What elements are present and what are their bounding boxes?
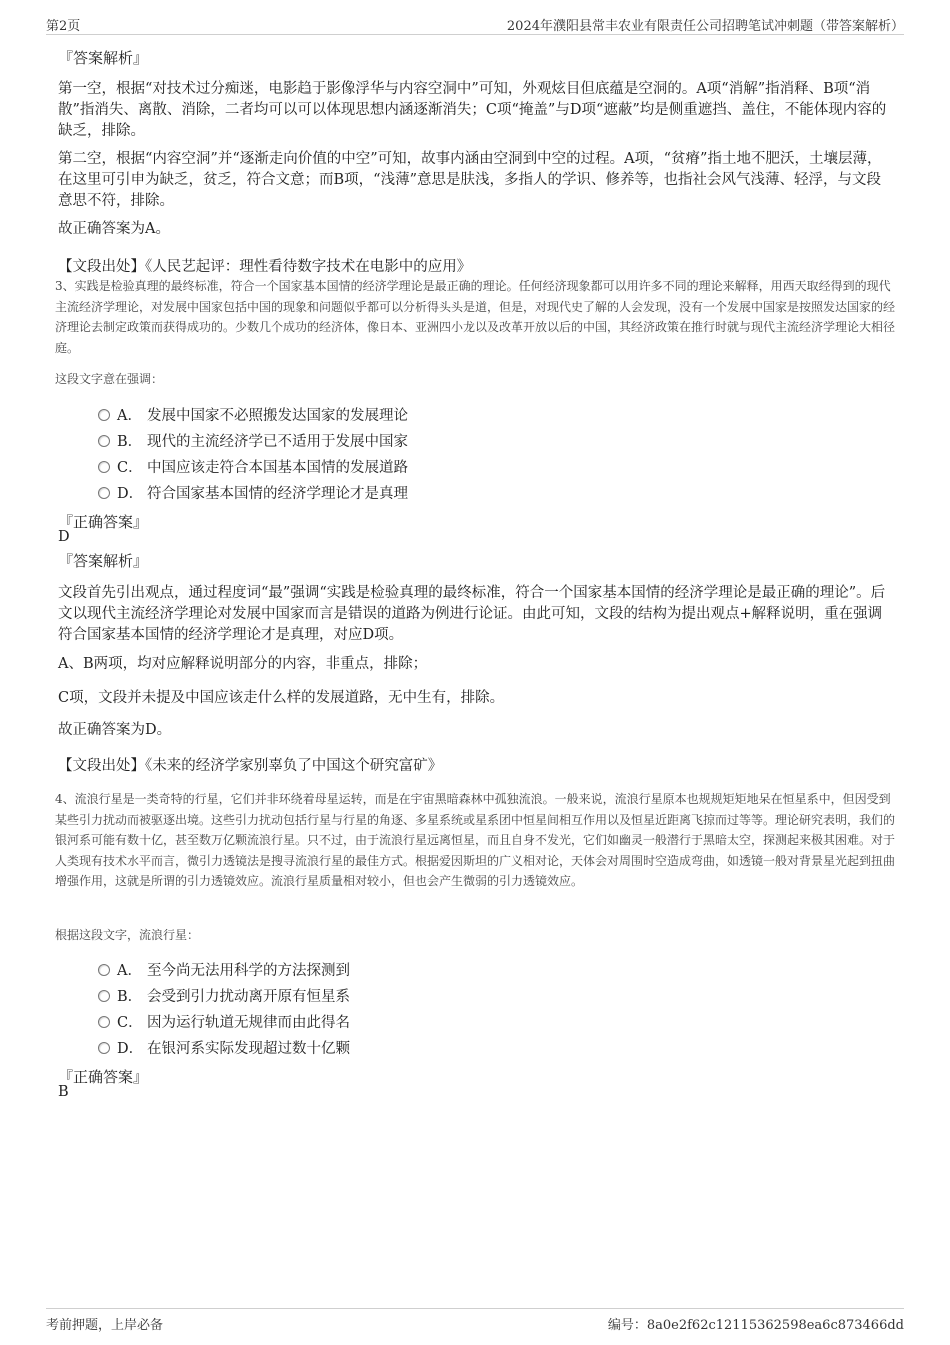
option-text: 因为运行轨道无规律而由此得名 <box>147 1015 350 1031</box>
radio-button-icon[interactable] <box>98 990 110 1002</box>
radio-button-icon[interactable] <box>98 964 110 976</box>
q4-correct-answer: B <box>58 1084 69 1100</box>
q4-option-d[interactable] <box>98 1037 350 1057</box>
document-title: 2024年濮阳县常丰农业有限责任公司招聘笔试冲刺题（带答案解析） <box>506 19 904 34</box>
q2-analysis-para-2: 第二空，根据“内容空洞”并“逐渐走向价值的中空”可知，故事内涵由空洞到中空的过程。A项，“贫瘠”指土地不肥沃，土壤层薄，在这里可引申为缺乏，贫乏，符合文意；而B项，“浅薄”意思是肤浅，多指人的学识、修养等，也指社会风气浅薄、轻浮，与文段意思不符，排除。 <box>58 151 882 209</box>
q3-analysis-conclusion: 故正确答案为D。 <box>58 722 172 738</box>
option-key: A． <box>117 963 142 979</box>
option-text: 在银河系实际发现超过数十亿颗 <box>147 1041 350 1057</box>
q3-analysis-title: 『答案解析』 <box>58 552 149 570</box>
q3-analysis-para-2: A、B两项，均对应解释说明部分的内容，非重点，排除； <box>58 656 428 672</box>
option-key: D． <box>117 1041 144 1057</box>
q3-prompt: 这段文字意在强调： <box>55 372 164 386</box>
option-text: 符合国家基本国情的经济学理论才是真理 <box>147 486 408 502</box>
q3-source: 【文段出处】《未来的经济学家别辜负了中国这个研究富矿》 <box>58 758 443 774</box>
q3-option-c[interactable] <box>98 456 408 476</box>
option-key: C． <box>117 460 143 476</box>
option-key: D． <box>117 486 144 502</box>
q4-question-text: 4、流浪行星是一类奇特的行星，它们并非环绕着母星运转，而是在宇宙黑暗森林中孤独流浪。一般来说，流浪行星原本也规规矩矩地呆在恒星系中，但因受到某些引力扰动而被驱逐出境。这些引力扰动包括行星与行星的角逐、多星系统或星系团中恒星间相互作用以及恒星近距离飞掠而过等等。理论研究表明，我们的银河系可能有数十亿，甚至数万亿颗流浪行星。只不过，由于流浪行星远离恒星，而且自身不发光，它们如幽灵一般潜行于黑暗太空，探测起来极其困难。对于人类现有技术水平而言，微引力透镜法是搜寻流浪行星的最佳方式。根据爱因斯坦的广义相对论，天体会对周围时空造成弯曲，如透镜一般对背景星光起到扭曲增强作用，这就是所谓的引力透镜效应。流浪行星质量相对较小，但也会产生微弱的引力透镜效应。 <box>55 792 896 888</box>
q3-option-b[interactable] <box>98 430 408 450</box>
q3-option-d[interactable] <box>98 482 408 502</box>
option-text: 发展中国家不必照搬发达国家的发展理论 <box>147 408 408 424</box>
page-footer <box>46 1308 904 1334</box>
q3-analysis-para-1: 文段首先引出观点，通过程度词“最”强调“实践是检验真理的最终标准，符合一个国家基本国情的经济学理论是最正确的理论”。后文以现代主流经济学理论对发展中国家而言是错误的道路为例进行论证。由此可知，文段的结构为提出观点+解释说明，重在强调符合国家基本国情的经济学理论才是真理，对应D项。 <box>58 585 886 643</box>
q4-option-c[interactable] <box>98 1011 350 1031</box>
option-key: C． <box>117 1015 143 1031</box>
radio-button-icon[interactable] <box>98 487 110 499</box>
option-text: 现代的主流经济学已不适用于发展中国家 <box>147 434 408 450</box>
option-key: B． <box>117 989 143 1005</box>
page-number: 第2页 <box>46 19 81 34</box>
radio-button-icon[interactable] <box>98 1016 110 1028</box>
q4-option-a[interactable] <box>98 959 350 979</box>
q3-analysis-para-3: C项，文段并未提及中国应该走什么样的发展道路，无中生有，排除。 <box>58 690 505 706</box>
q2-analysis-para-1: 第一空，根据“对技术过分痴迷，电影趋于影像浮华与内容空洞中”可知，外观炫目但底蕴是空洞的。A项“消解”指消释、B项“消散”指消失、离散、消除，二者均可以可以体现思想内涵逐渐消失；C项“掩盖”与D项“遮蔽”均是侧重遮挡、盖住，不能体现内容的缺乏，排除。 <box>58 81 887 139</box>
q3-correct-answer: D <box>58 529 70 545</box>
radio-button-icon[interactable] <box>98 1042 110 1054</box>
q3-question-text: 3、实践是检验真理的最终标准，符合一个国家基本国情的经济学理论是最正确的理论。任何经济现象都可以用许多不同的理论来解释，用西天取经得到的现代主流经济学理论，对发展中国家包括中国的现象和问题似乎都可以分析得头头是道，但是，对现代史了解的人会发现，没有一个发展中国家是按照发达国家的经济理论去制定政策而获得成功的。少数几个成功的经济体，像日本、亚洲四小龙以及改革开放以后的中国，其经济政策在推行时就与现代主流经济学理论大相径庭。 <box>55 279 896 355</box>
radio-button-icon[interactable] <box>98 409 110 421</box>
q2-source: 【文段出处】《人民艺起评：理性看待数字技术在电影中的应用》 <box>58 259 472 275</box>
q4-option-b[interactable] <box>98 985 350 1005</box>
document-id: 编号：8a0e2f62c12115362598ea6c873466dd <box>607 1318 904 1333</box>
option-key: A． <box>117 408 142 424</box>
q2-analysis-title: 『答案解析』 <box>58 49 149 67</box>
option-key: B． <box>117 434 143 450</box>
q2-analysis-conclusion: 故正确答案为A。 <box>58 221 170 237</box>
radio-button-icon[interactable] <box>98 461 110 473</box>
q4-prompt: 根据这段文字，流浪行星： <box>55 928 200 942</box>
footer-slogan: 考前押题，上岸必备 <box>46 1318 164 1333</box>
q4-correct-title: 『正确答案』 <box>58 1068 149 1086</box>
option-text: 至今尚无法用科学的方法探测到 <box>147 963 350 979</box>
page-header <box>46 14 904 35</box>
option-text: 会受到引力扰动离开原有恒星系 <box>147 989 350 1005</box>
radio-button-icon[interactable] <box>98 435 110 447</box>
q3-correct-title: 『正确答案』 <box>58 513 149 531</box>
option-text: 中国应该走符合本国基本国情的发展道路 <box>147 460 408 476</box>
q3-option-a[interactable] <box>98 404 408 424</box>
